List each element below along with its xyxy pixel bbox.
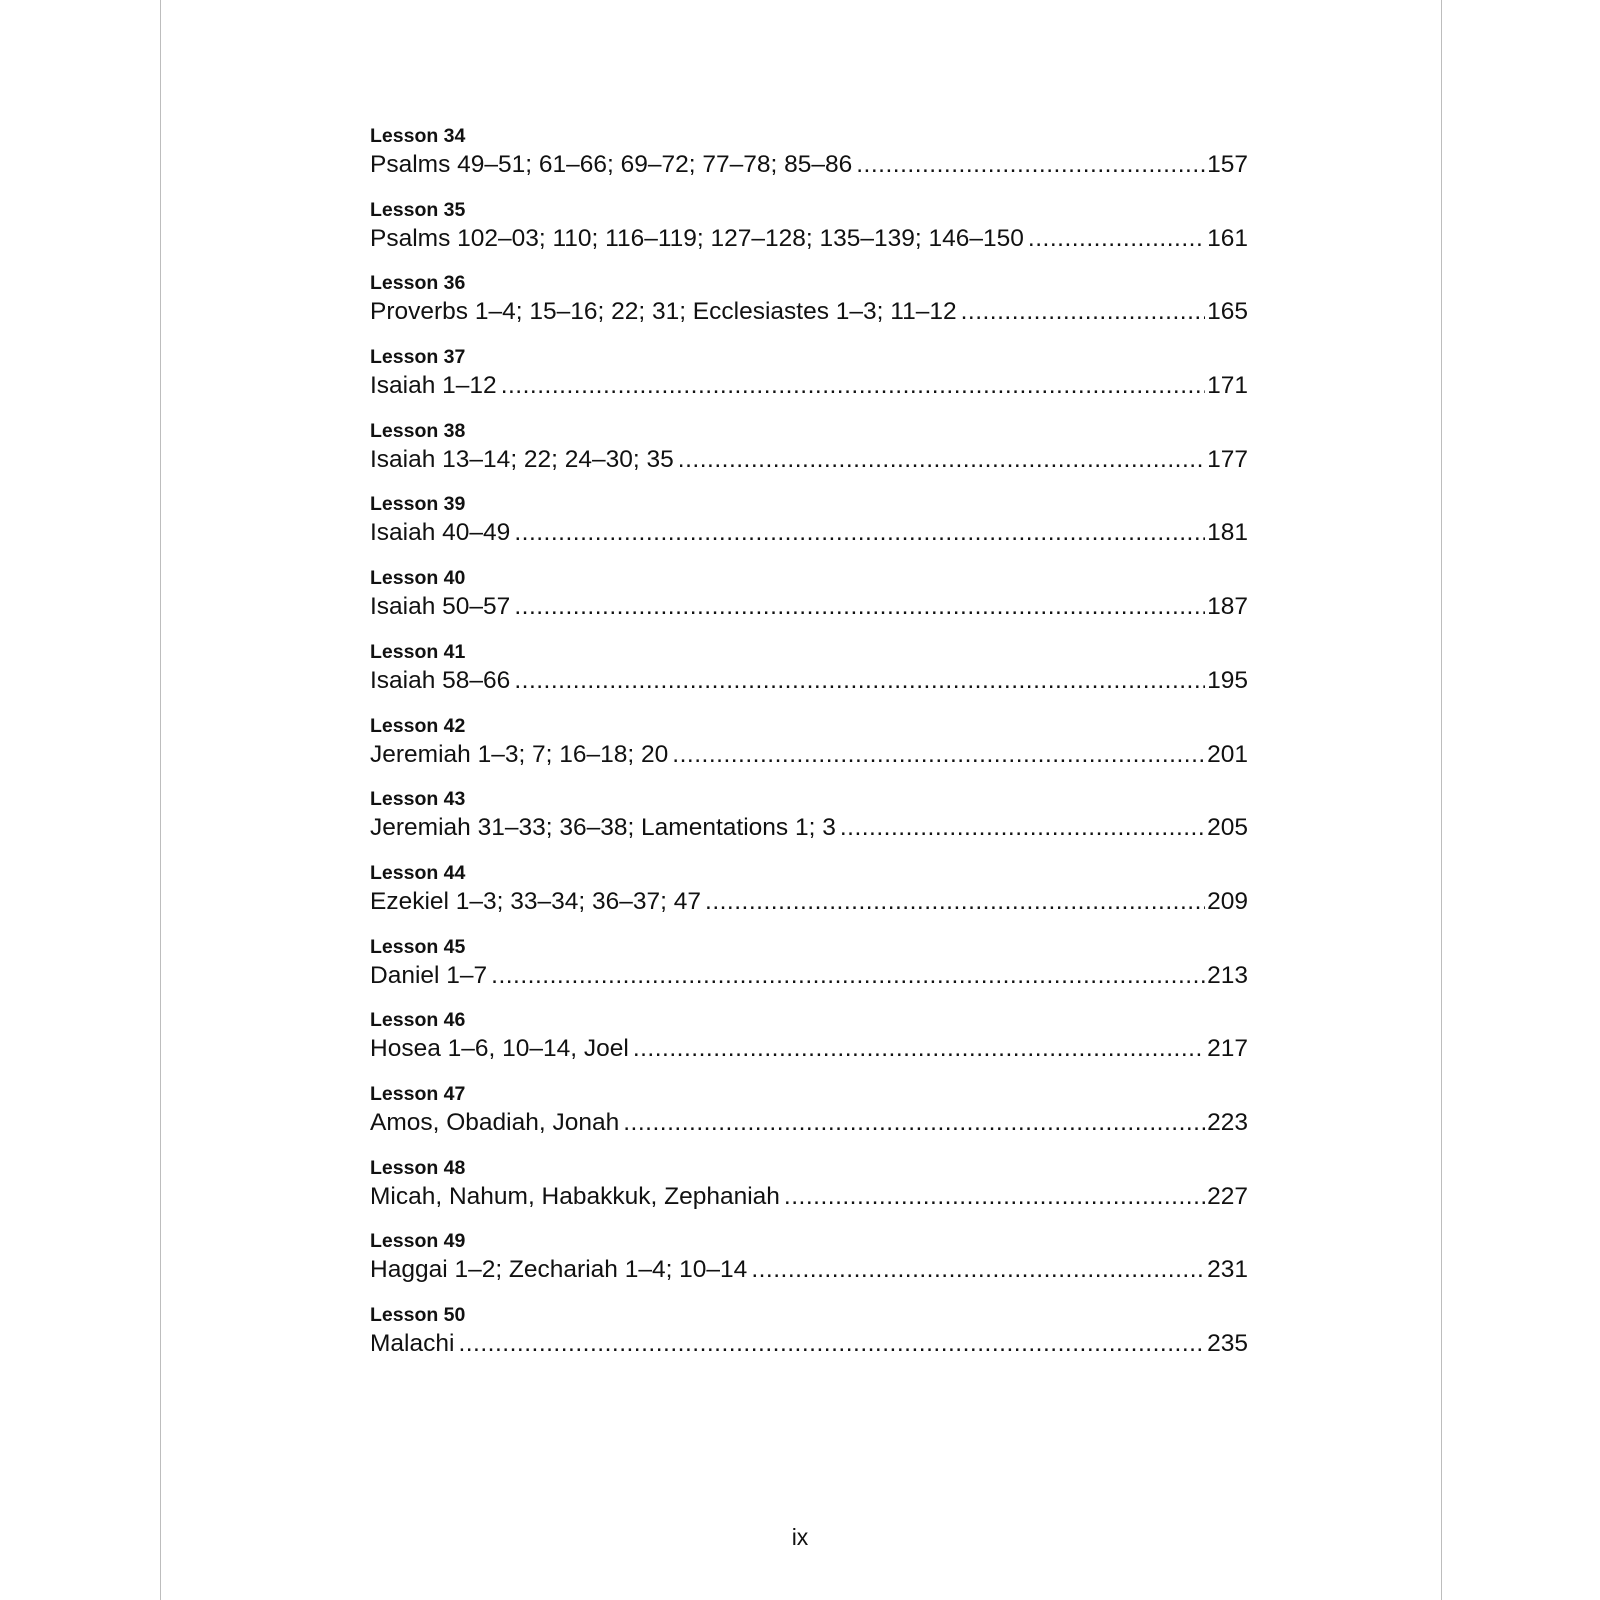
entry-title: Isaiah 50–57 <box>370 593 511 621</box>
dot-leader <box>705 886 1205 917</box>
table-of-contents <box>370 123 1248 1376</box>
toc-entry-lesson-36 <box>370 270 1248 344</box>
toc-line[interactable] <box>370 665 1248 696</box>
page-number: 235 <box>1207 1330 1248 1357</box>
dot-leader <box>961 296 1206 327</box>
entry-title: Isaiah 13–14; 22; 24–30; 35 <box>370 445 674 473</box>
toc-entry-lesson-47 <box>370 1081 1248 1155</box>
entry-title: Malachi <box>370 1330 455 1357</box>
lesson-label: Lesson 38 <box>370 419 466 442</box>
lesson-label: Lesson 34 <box>370 125 466 147</box>
entry-title: Jeremiah 1–3; 7; 16–18; 20 <box>370 740 669 768</box>
dot-leader <box>501 370 1205 401</box>
toc-line[interactable] <box>370 370 1248 401</box>
lesson-label: Lesson 36 <box>370 272 466 295</box>
dot-leader <box>751 1254 1205 1285</box>
entry-title: Micah, Nahum, Habakkuk, Zephaniah <box>370 1182 780 1210</box>
toc-line[interactable] <box>370 149 1248 180</box>
page-number: 201 <box>1207 740 1248 768</box>
entry-title: Proverbs 1–4; 15–16; 22; 31; Ecclesiastes 1–3; 11–12 <box>370 298 957 326</box>
toc-entry-lesson-42 <box>370 713 1248 787</box>
lesson-label: Lesson 39 <box>370 493 466 516</box>
lesson-label: Lesson 41 <box>370 640 466 663</box>
toc-line[interactable] <box>370 591 1248 622</box>
lesson-label: Lesson 46 <box>370 1009 466 1032</box>
lesson-label: Lesson 45 <box>370 935 466 958</box>
entry-title: Ezekiel 1–3; 33–34; 36–37; 47 <box>370 887 702 915</box>
dot-leader <box>1028 223 1205 254</box>
page-number: 223 <box>1207 1108 1248 1136</box>
page-number: 177 <box>1207 445 1248 473</box>
page-folio: ix <box>791 1524 809 1550</box>
dot-leader <box>514 517 1205 548</box>
page-number: 171 <box>1207 372 1248 400</box>
page-number: 157 <box>1207 151 1248 178</box>
toc-entry-lesson-37 <box>370 344 1248 418</box>
dot-leader <box>491 960 1205 991</box>
entry-title: Psalms 102–03; 110; 116–119; 127–128; 135–139; 146–150 <box>370 224 1024 252</box>
dot-leader <box>784 1181 1205 1212</box>
page-number: 217 <box>1207 1035 1248 1063</box>
toc-entry-lesson-49 <box>370 1228 1248 1302</box>
dot-leader <box>623 1107 1205 1138</box>
toc-line[interactable] <box>370 739 1248 770</box>
lesson-label: Lesson 35 <box>370 198 466 221</box>
toc-entry-lesson-34 <box>370 123 1248 197</box>
entry-title: Daniel 1–7 <box>370 961 488 989</box>
page-number: 205 <box>1207 814 1248 842</box>
entry-title: Psalms 49–51; 61–66; 69–72; 77–78; 85–86 <box>370 151 853 178</box>
toc-line[interactable] <box>370 444 1248 475</box>
toc-entry-lesson-43 <box>370 786 1248 860</box>
toc-line[interactable] <box>370 886 1248 917</box>
dot-leader <box>678 444 1205 475</box>
entry-title: Jeremiah 31–33; 36–38; Lamentations 1; 3 <box>370 814 836 842</box>
dot-leader <box>672 739 1205 770</box>
dot-leader <box>458 1328 1205 1359</box>
entry-title: Isaiah 58–66 <box>370 666 511 694</box>
entry-title: Haggai 1–2; Zechariah 1–4; 10–14 <box>370 1256 748 1284</box>
dot-leader <box>514 665 1205 696</box>
page-number: 231 <box>1207 1256 1248 1284</box>
toc-line[interactable] <box>370 1181 1248 1212</box>
page-number: 161 <box>1207 224 1248 252</box>
page-number: 209 <box>1207 887 1248 915</box>
toc-entry-lesson-50 <box>370 1302 1248 1376</box>
lesson-label: Lesson 42 <box>370 714 466 737</box>
toc-entry-lesson-44 <box>370 860 1248 934</box>
toc-entry-lesson-40 <box>370 565 1248 639</box>
toc-entry-lesson-45 <box>370 934 1248 1008</box>
page-number: 187 <box>1207 593 1248 621</box>
entry-title: Isaiah 40–49 <box>370 519 511 547</box>
entry-title: Isaiah 1–12 <box>370 372 497 400</box>
toc-line[interactable] <box>370 960 1248 991</box>
lesson-label: Lesson 44 <box>370 861 466 884</box>
toc-entry-lesson-48 <box>370 1155 1248 1229</box>
lesson-label: Lesson 37 <box>370 346 466 369</box>
toc-entry-lesson-46 <box>370 1007 1248 1081</box>
dot-leader <box>633 1033 1205 1064</box>
dot-leader <box>514 591 1205 622</box>
page-number: 181 <box>1207 519 1248 547</box>
entry-title: Hosea 1–6, 10–14, Joel <box>370 1035 629 1063</box>
lesson-label: Lesson 48 <box>370 1156 466 1179</box>
page-number: 213 <box>1207 961 1248 989</box>
entry-title: Amos, Obadiah, Jonah <box>370 1108 620 1136</box>
page-number: 195 <box>1207 666 1248 694</box>
toc-line[interactable] <box>370 296 1248 327</box>
lesson-label: Lesson 47 <box>370 1082 466 1105</box>
toc-line[interactable] <box>370 1033 1248 1064</box>
dot-leader <box>840 812 1205 843</box>
lesson-label: Lesson 49 <box>370 1230 466 1253</box>
page-number: 227 <box>1207 1182 1248 1210</box>
toc-line[interactable] <box>370 1107 1248 1138</box>
toc-line[interactable] <box>370 812 1248 843</box>
toc-line[interactable] <box>370 517 1248 548</box>
toc-entry-lesson-38 <box>370 418 1248 492</box>
page-number: 165 <box>1207 298 1248 326</box>
toc-entry-lesson-41 <box>370 639 1248 713</box>
toc-line[interactable] <box>370 223 1248 254</box>
toc-line[interactable] <box>370 1328 1248 1359</box>
toc-line[interactable] <box>370 1254 1248 1285</box>
toc-entry-lesson-39 <box>370 491 1248 565</box>
lesson-label: Lesson 50 <box>370 1304 466 1326</box>
lesson-label: Lesson 40 <box>370 567 466 590</box>
dot-leader <box>856 149 1205 180</box>
toc-entry-lesson-35 <box>370 197 1248 271</box>
lesson-label: Lesson 43 <box>370 788 466 811</box>
